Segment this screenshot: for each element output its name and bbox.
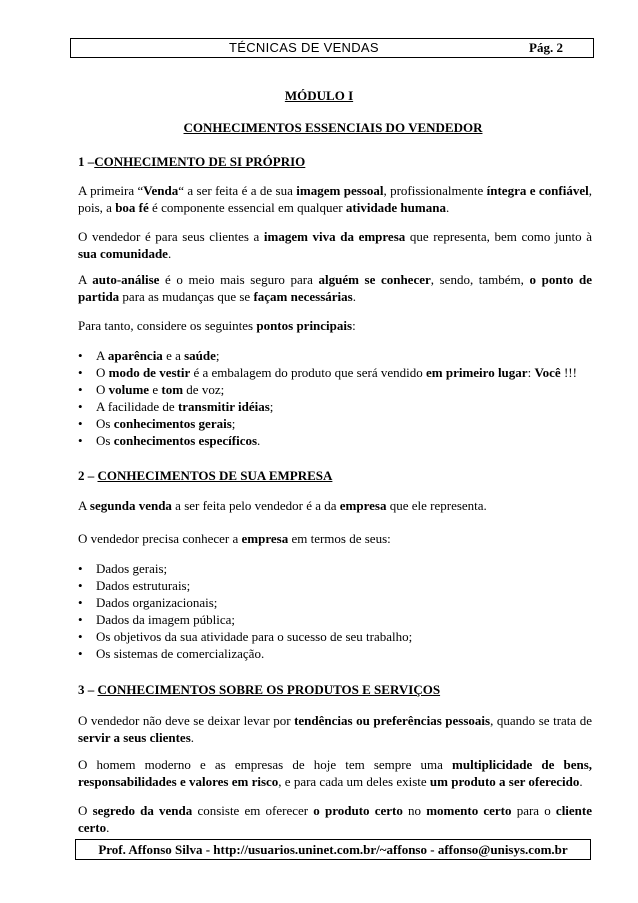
section-1-title: CONHECIMENTO DE SI PRÓPRIO (94, 154, 306, 169)
bullet-icon: • (78, 399, 83, 414)
s2-paragraph-1: A segunda venda a ser feita pelo vendedor é a da empresa que ele representa. (78, 498, 487, 513)
bullet-icon: • (78, 348, 83, 363)
section-2-title: CONHECIMENTOS DE SUA EMPRESA (97, 468, 333, 483)
s3-paragraph-2: O homem moderno e as empresas de hoje tem sempre uma multiplicidade de bens, responsabilidades e valores em risco, e para cada um deles existe um produto a ser oferecido. (78, 757, 593, 789)
s1-paragraph-2: O vendedor é para seus clientes a imagem viva da empresa que representa, bem como junto à sua comunidade. (78, 229, 593, 261)
bullet-icon: • (78, 646, 83, 661)
page-number: Pág. 2 (529, 40, 563, 55)
s3-paragraph-1: O vendedor não deve se deixar levar por tendências ou preferências pessoais, quando se trata de servir a seus clientes. (78, 713, 592, 745)
bullet-icon: • (78, 561, 83, 576)
bullet-icon: • (78, 416, 83, 431)
s3-paragraph-3: O segredo da venda consiste em oferecer o produto certo no momento certo para o cliente certo. (78, 803, 593, 835)
list-item: • Os conhecimentos específicos. (78, 433, 261, 448)
s1-paragraph-1: A primeira “Venda“ a ser feita é a de sua imagem pessoal, profissionalmente íntegra e confiável, pois, a boa fé é componente essencial em qualquer atividade humana. (78, 183, 592, 215)
s1-bullet-list (78, 347, 577, 449)
list-item: • O modo de vestir é a embalagem do produto que será vendido em primeiro lugar: Você !!! (78, 365, 577, 380)
bullet-icon: • (78, 629, 83, 644)
section-3-title: CONHECIMENTOS SOBRE OS PRODUTOS E SERVIÇOS (97, 682, 441, 697)
s1-paragraph-3: A auto-análise é o meio mais seguro para alguém se conhecer, sendo, também, o ponto de partida para as mudanças que se façam necessárias. (78, 272, 592, 304)
bullet-icon: • (78, 433, 83, 448)
section-3-number: 3 – (78, 682, 98, 697)
list-item: • Dados estruturais; (78, 578, 191, 593)
section-2-heading (78, 468, 332, 484)
header-title: TÉCNICAS DE VENDAS (229, 40, 379, 55)
list-item: • Os sistemas de comercialização. (78, 646, 265, 661)
section-1-number: 1 – (78, 154, 95, 169)
footer-text: Prof. Affonso Silva - http://usuarios.uninet.com.br/~affonso - affonso@unisys.com.br (98, 842, 568, 857)
list-item: • A facilidade de transmitir idéias; (78, 399, 274, 414)
section-2-number: 2 – (78, 468, 98, 483)
module-subtitle: CONHECIMENTOS ESSENCIAIS DO VENDEDOR (183, 120, 483, 135)
section-3-heading (78, 682, 440, 698)
list-item: • Os objetivos da sua atividade para o sucesso de seu trabalho; (78, 629, 413, 644)
list-item: • Dados organizacionais; (78, 595, 218, 610)
bullet-icon: • (78, 578, 83, 593)
bullet-icon: • (78, 382, 83, 397)
section-1-heading (78, 154, 305, 170)
s2-paragraph-2: O vendedor precisa conhecer a empresa em termos de seus: (78, 531, 391, 546)
list-item: • Dados gerais; (78, 561, 168, 576)
page-header (70, 38, 594, 58)
list-item: • O volume e tom de voz; (78, 382, 225, 397)
bullet-icon: • (78, 595, 83, 610)
s2-bullet-list (78, 560, 412, 662)
page-footer (75, 839, 591, 860)
list-item: • A aparência e a saúde; (78, 348, 220, 363)
bullet-icon: • (78, 365, 83, 380)
list-item: • Os conhecimentos gerais; (78, 416, 236, 431)
s1-paragraph-4: Para tanto, considere os seguintes pontos principais: (78, 318, 356, 333)
module-title: MÓDULO I (284, 88, 354, 103)
list-item: • Dados da imagem pública; (78, 612, 235, 627)
bullet-icon: • (78, 612, 83, 627)
